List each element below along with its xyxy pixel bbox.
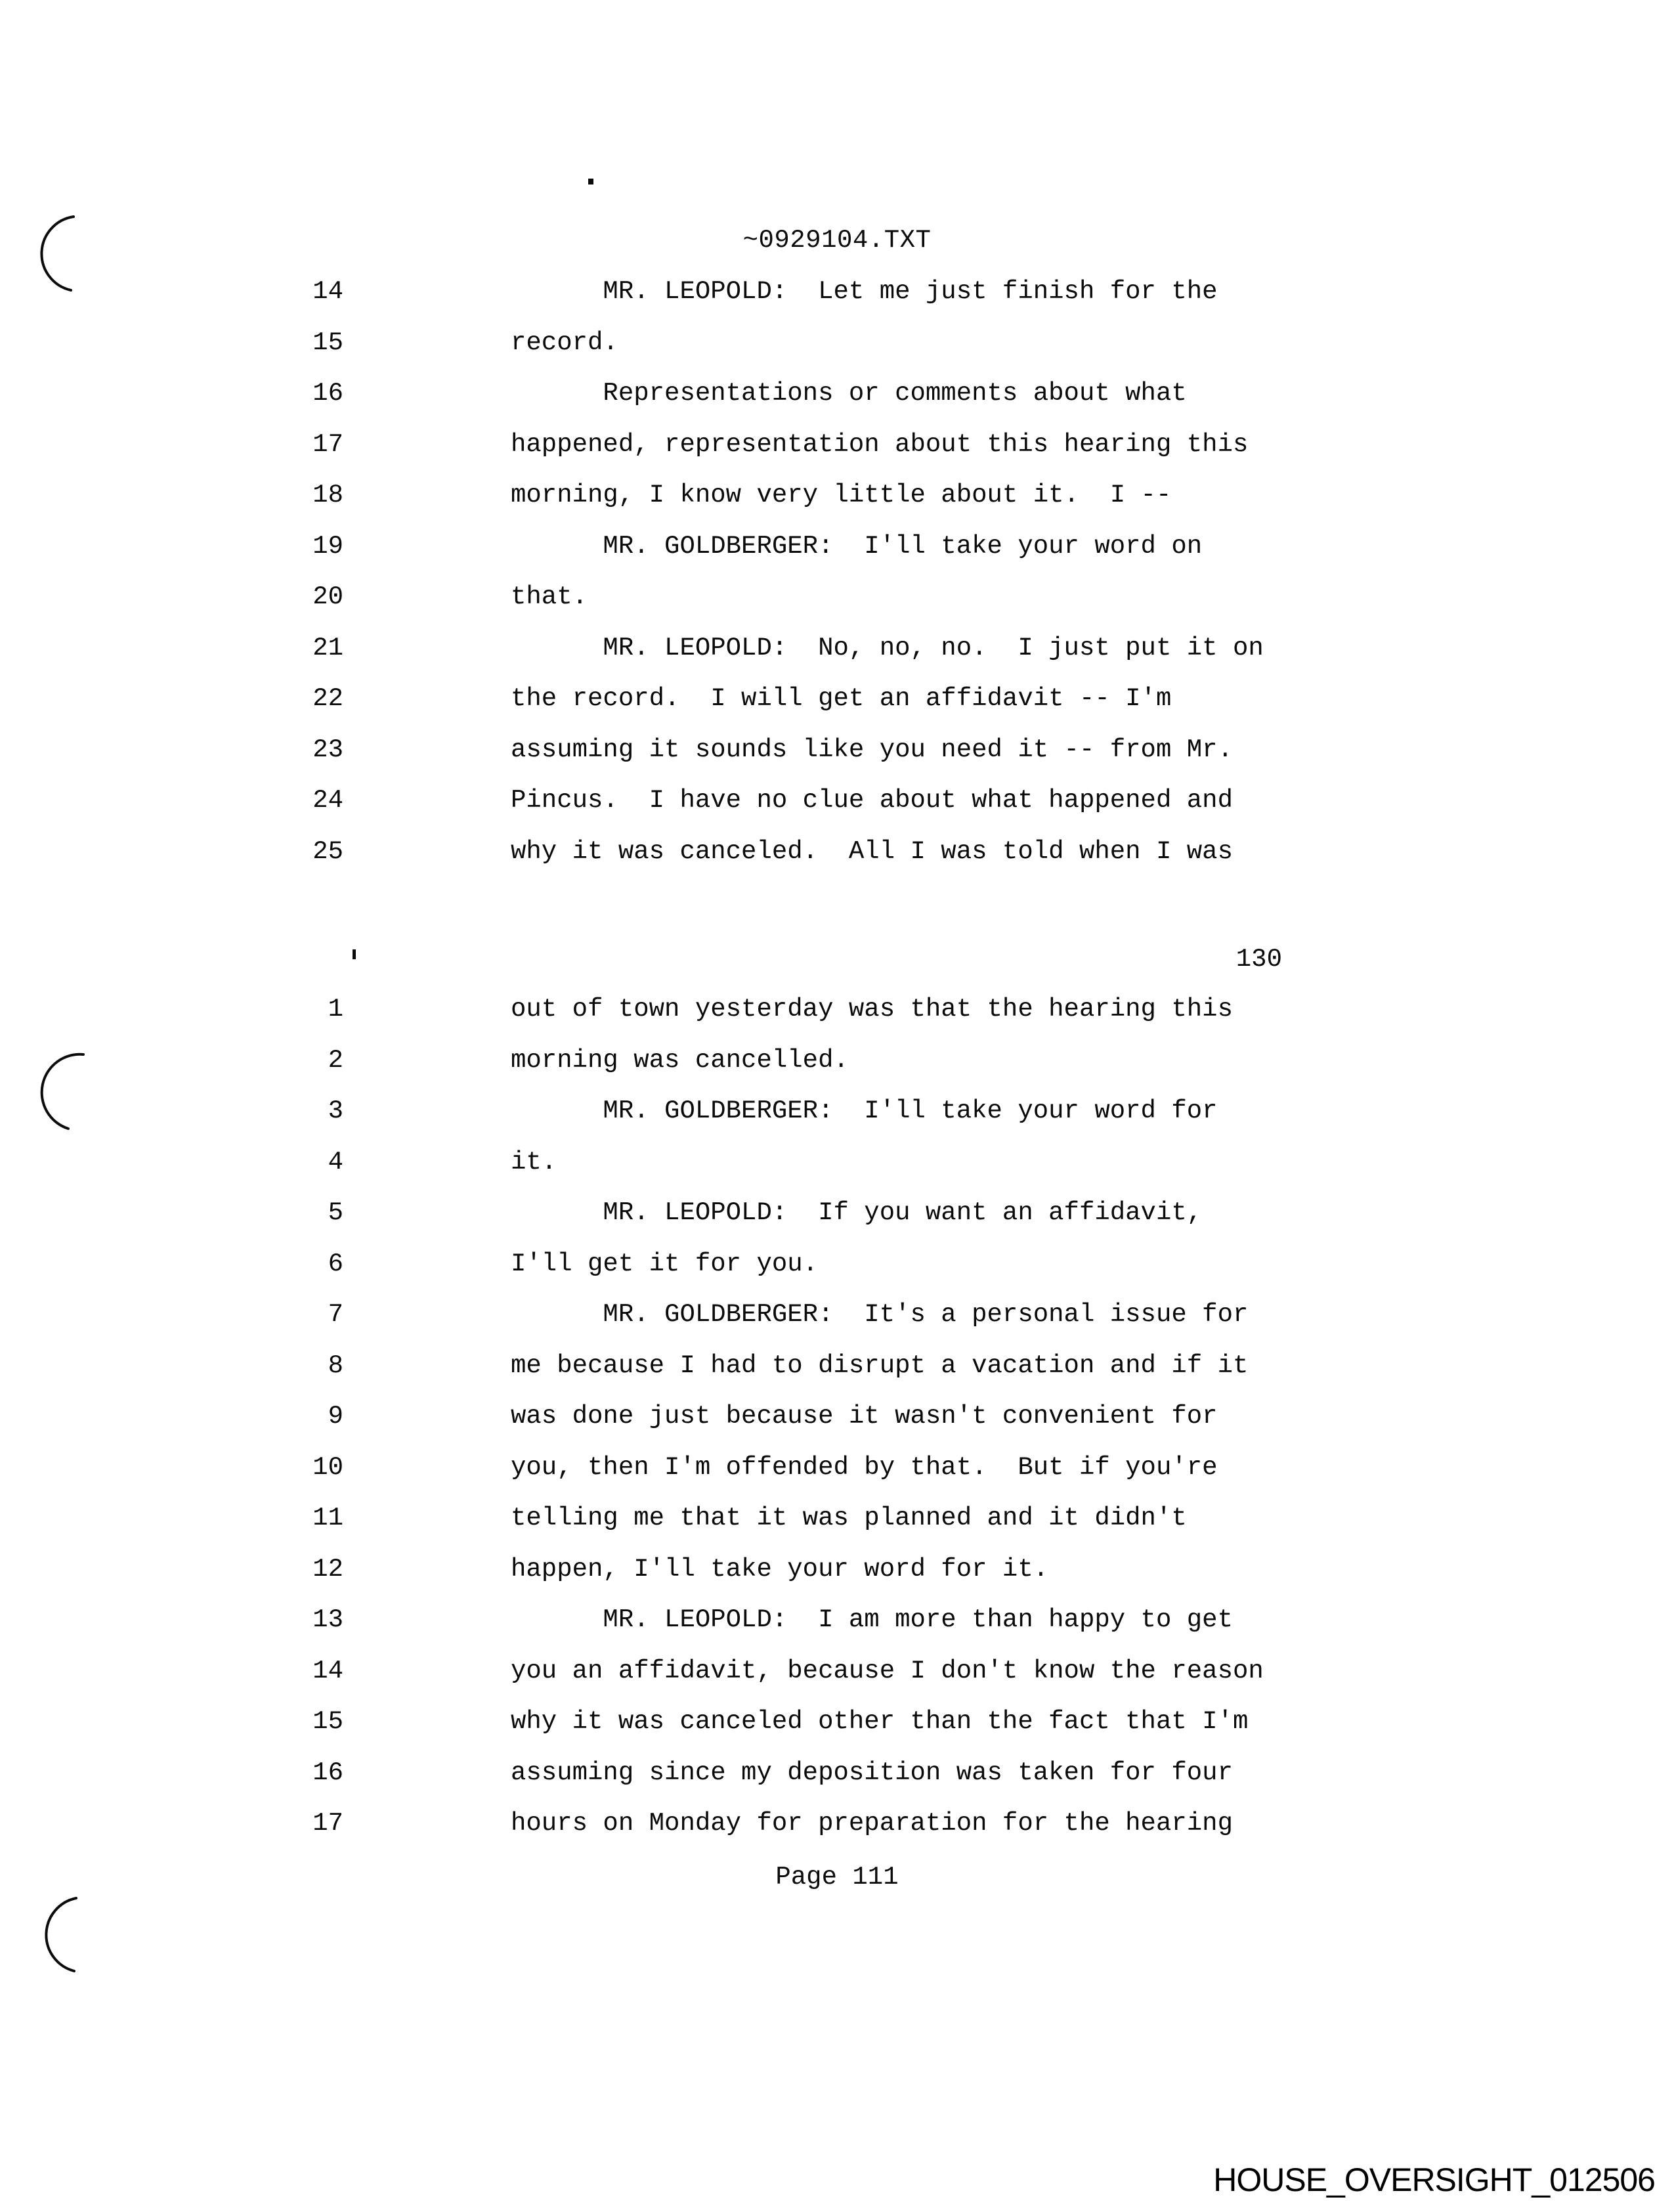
document-title: ~0929104.TXT [742, 226, 932, 255]
transcript-line [0, 1350, 1674, 1401]
line-number: 23 [312, 735, 343, 764]
line-text: MR. LEOPOLD: No, no, no. I just put it on [511, 633, 1264, 662]
transcript-line [0, 429, 1674, 480]
line-number: 25 [312, 836, 343, 866]
line-text: out of town yesterday was that the hearing this [511, 995, 1233, 1024]
line-text: MR. LEOPOLD: I am more than happy to get [511, 1605, 1233, 1634]
line-number: 8 [328, 1351, 343, 1380]
line-number: 11 [312, 1504, 343, 1532]
transcript-line [0, 1146, 1674, 1198]
line-number: 22 [312, 684, 343, 713]
line-text: telling me that it was planned and it didn't [511, 1504, 1187, 1532]
transcript-line [0, 1095, 1674, 1146]
transcript-line [0, 1299, 1674, 1350]
line-number: 1 [328, 995, 343, 1024]
transcript-block-1 [0, 276, 1674, 886]
bates-number: HOUSE_OVERSIGHT_012506 [1213, 2161, 1655, 2198]
line-text: you, then I'm offended by that. But if you're [511, 1452, 1218, 1482]
scan-mark-tick [353, 949, 356, 959]
line-text: I'll get it for you. [511, 1249, 819, 1278]
line-number: 7 [328, 1300, 343, 1329]
transcript-line [0, 1706, 1674, 1757]
line-number: 10 [312, 1452, 343, 1482]
line-number: 16 [312, 379, 343, 408]
line-number: 4 [328, 1147, 343, 1177]
transcript-line [0, 734, 1674, 785]
transcript-line [0, 1757, 1674, 1808]
line-number: 15 [312, 328, 343, 357]
footer-page-label: Page 111 [775, 1863, 899, 1892]
line-number: 3 [328, 1096, 343, 1125]
line-number: 14 [312, 1656, 343, 1685]
transcript-line [0, 993, 1674, 1045]
line-text: MR. LEOPOLD: If you want an affidavit, [511, 1198, 1203, 1227]
line-number: 16 [312, 1758, 343, 1787]
line-text: MR. GOLDBERGER: I'll take your word on [511, 531, 1203, 561]
transcript-line [0, 1553, 1674, 1605]
line-text: you an affidavit, because I don't know the reason [511, 1656, 1264, 1685]
transcript-line [0, 581, 1674, 632]
transcript-line [0, 327, 1674, 378]
transcript-line [0, 1502, 1674, 1553]
transcript-line [0, 1604, 1674, 1655]
transcript-line [0, 1808, 1674, 1859]
line-text: Representations or comments about what [511, 379, 1187, 408]
line-number: 6 [328, 1249, 343, 1278]
line-text: happen, I'll take your word for it. [511, 1554, 1049, 1584]
transcript-line [0, 378, 1674, 429]
line-number: 5 [328, 1198, 343, 1227]
line-text: me because I had to disrupt a vacation and if it [511, 1351, 1249, 1380]
line-number: 15 [312, 1707, 343, 1736]
line-text: assuming since my deposition was taken for four [511, 1758, 1233, 1787]
transcript-line [0, 836, 1674, 887]
line-number: 21 [312, 633, 343, 662]
line-number: 13 [312, 1605, 343, 1634]
line-number: 17 [312, 429, 343, 459]
line-text: Pincus. I have no clue about what happened and [511, 786, 1233, 815]
punch-hole-arc-bottom [46, 1898, 76, 1971]
line-number: 18 [312, 481, 343, 510]
line-number: 9 [328, 1402, 343, 1431]
transcript-line [0, 276, 1674, 327]
line-text: it. [511, 1147, 557, 1177]
page-number-marker: 130 [1235, 945, 1282, 974]
line-text: morning was cancelled. [511, 1045, 849, 1075]
transcript-line [0, 1248, 1674, 1299]
transcript-line [0, 531, 1674, 582]
line-text: hours on Monday for preparation for the hearing [511, 1809, 1233, 1838]
line-text: record. [511, 328, 618, 357]
transcript-line [0, 1197, 1674, 1248]
transcript-line [0, 479, 1674, 531]
transcript-line [0, 1400, 1674, 1452]
line-text: MR. GOLDBERGER: It's a personal issue for [511, 1300, 1249, 1329]
line-number: 20 [312, 582, 343, 611]
transcript-line [0, 1452, 1674, 1503]
line-text: morning, I know very little about it. I -- [511, 481, 1172, 510]
transcript-line [0, 1655, 1674, 1706]
line-number: 17 [312, 1809, 343, 1838]
transcript-line [0, 785, 1674, 836]
transcript-block-2 [0, 993, 1674, 1859]
line-number: 2 [328, 1045, 343, 1075]
line-number: 19 [312, 531, 343, 561]
line-number: 24 [312, 786, 343, 815]
line-text: MR. LEOPOLD: Let me just finish for the [511, 277, 1218, 306]
line-text: why it was canceled other than the fact that I'm [511, 1707, 1249, 1736]
line-text: why it was canceled. All I was told when I was [511, 836, 1233, 866]
line-text: the record. I will get an affidavit -- I'm [511, 684, 1172, 713]
line-text: happened, representation about this hearing this [511, 429, 1249, 459]
line-text: that. [511, 582, 588, 611]
transcript-line [0, 632, 1674, 683]
line-text: assuming it sounds like you need it -- from Mr. [511, 735, 1233, 764]
line-text: was done just because it wasn't convenient for [511, 1402, 1218, 1431]
transcript-line [0, 1045, 1674, 1096]
line-number: 12 [312, 1554, 343, 1584]
line-number: 14 [312, 277, 343, 306]
transcript-line [0, 683, 1674, 734]
line-text: MR. GOLDBERGER: I'll take your word for [511, 1096, 1218, 1125]
scan-speck [588, 179, 593, 184]
